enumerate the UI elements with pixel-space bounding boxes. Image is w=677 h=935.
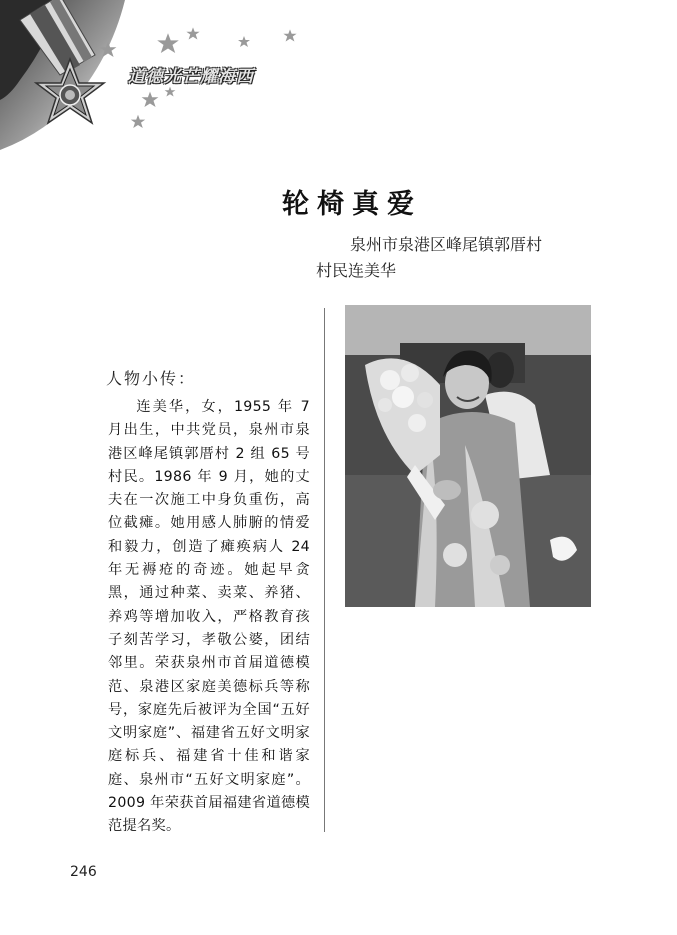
portrait-photo [345,305,591,607]
page-number: 246 [70,864,97,880]
profile-body: 连美华，女，1955 年 7 月出生，中共党员，泉州市泉港区峰尾镇郭厝村 2 组 65 号村民。1986 年 9 月，她的丈夫在一次施工中身负重伤，高位截瘫。她用感人肺腑的情爱和毅力，创造了瘫痪病人 24 年无褥疮的奇迹。她起早贪黑，通过种菜、卖菜、养猪、养鸡等增加收入，严格教育孩子刻苦学习，孝敬公婆，团结邻里。荣获泉州市首届道德模范、泉港区家庭美德标兵等称号，家庭先后被评为全国“五好文明家庭”、福建省五好文明家庭标兵、福建省十佳和谐家庭、泉州市“五好文明家庭”。2009 年荣获首届福建省道德模范提名奖。 [108,399,310,835]
byline [316,232,636,284]
profile-heading: 人物小传： [106,369,197,388]
column-divider [324,308,325,832]
article-title: 轮椅真爱 [282,189,422,220]
byline-person: 村民连美华 [316,261,397,280]
byline-location: 泉州市泉港区峰尾镇郭厝村 [350,235,543,254]
series-title: 道德光芒耀海西 [128,67,254,87]
